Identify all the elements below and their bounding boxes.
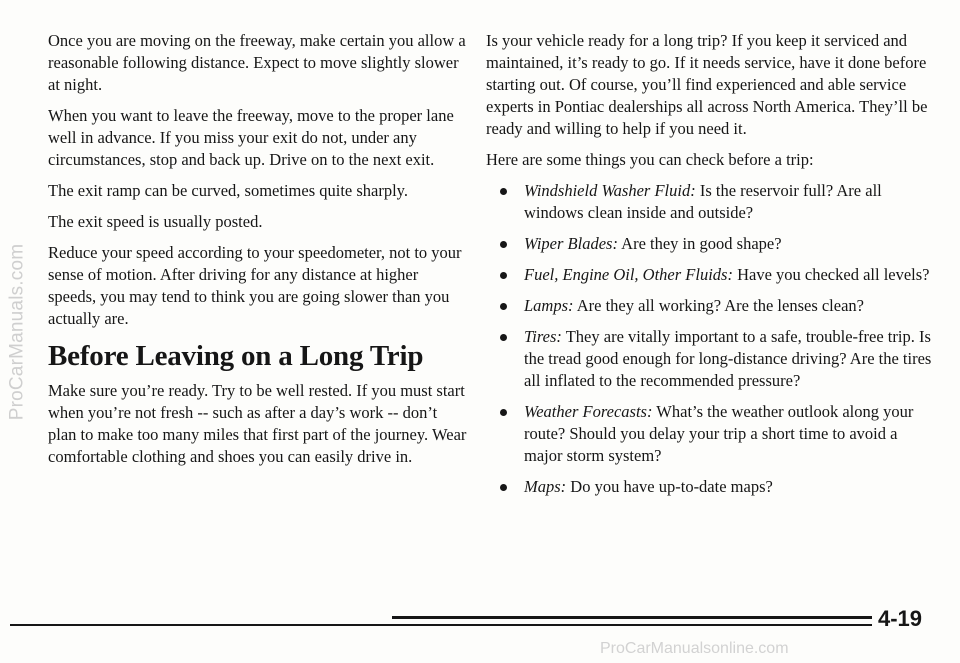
side-watermark bbox=[2, 0, 32, 663]
list-item bbox=[486, 401, 936, 467]
list-item bbox=[486, 180, 936, 224]
paragraph-vehicle-ready: Is your vehicle ready for a long trip? If you keep it serviced and maintained, it’s ready to go. If it needs service, have it done before starting out. Of course, you’ll find experienced and able service experts in Pontiac dealerships all across North America. They’ll be ready and willing to help if you need it. bbox=[486, 31, 928, 138]
item-term: Lamps: bbox=[524, 296, 574, 315]
footer-watermark: ProCarManualsonline.com bbox=[600, 640, 789, 657]
paragraph-exit-ramp: The exit ramp can be curved, sometimes quite sharply. bbox=[48, 181, 408, 200]
bullet-icon bbox=[500, 272, 507, 279]
bullet-icon bbox=[500, 484, 507, 491]
section-heading: Before Leaving on a Long Trip bbox=[48, 340, 424, 372]
item-term: Windshield Washer Fluid: bbox=[524, 181, 696, 200]
item-term: Fuel, Engine Oil, Other Fluids: bbox=[524, 265, 733, 284]
list-item bbox=[486, 264, 936, 286]
bullet-icon bbox=[500, 303, 507, 310]
item-term: Wiper Blades: bbox=[524, 234, 618, 253]
item-text: Have you checked all levels? bbox=[732, 265, 930, 284]
item-term: Tires: bbox=[524, 327, 562, 346]
footer-rule-thin bbox=[10, 624, 872, 626]
item-term: Maps: bbox=[524, 477, 567, 496]
bullet-icon bbox=[500, 241, 507, 248]
bullet-icon bbox=[500, 334, 507, 341]
footer-rule-thick bbox=[392, 616, 872, 619]
item-term: Weather Forecasts: bbox=[524, 402, 653, 421]
list-item bbox=[486, 233, 936, 255]
bullet-icon bbox=[500, 188, 507, 195]
side-watermark-text: ProCarManuals.com bbox=[6, 243, 28, 420]
paragraph-be-ready: Make sure you’re ready. Try to be well rested. If you must start when you’re not fresh -- such as after a day’s work -- don’t plan to make too many miles that first part of the journey. Wear comfortable clothing and shoes you can easily drive in. bbox=[48, 381, 467, 466]
paragraph-following-distance: Once you are moving on the freeway, make certain you allow a reasonable following distance. Expect to move slightly slower at night. bbox=[48, 31, 466, 94]
bullet-icon bbox=[500, 409, 507, 416]
trip-checklist bbox=[486, 180, 936, 498]
item-text: They are vitally important to a safe, trouble-free trip. Is the tread good enough for long-distance driving? Are the tires all inflated to the recommended pressure? bbox=[524, 327, 932, 390]
list-item bbox=[486, 476, 936, 498]
paragraph-reduce-speed: Reduce your speed according to your speedometer, not to your sense of motion. After driving for any distance at higher speeds, you may tend to think you are going slower than you actually are. bbox=[48, 243, 462, 328]
paragraph-exit-speed: The exit speed is usually posted. bbox=[48, 212, 263, 231]
left-column bbox=[48, 30, 468, 477]
paragraph-leaving-freeway: When you want to leave the freeway, move to the proper lane well in advance. If you miss your exit do not, under any circumstances, stop and back up. Drive on to the next exit. bbox=[48, 106, 454, 169]
item-text: What’s the weather outlook along your route? Should you delay your trip a short time to avoid a major storm system? bbox=[524, 402, 914, 465]
list-item bbox=[486, 326, 936, 392]
right-column bbox=[486, 30, 936, 507]
page-number: 4-19 bbox=[877, 606, 922, 631]
checklist-lead: Here are some things you can check before a trip: bbox=[486, 150, 814, 169]
list-item bbox=[486, 295, 936, 317]
item-text: Are they in good shape? bbox=[617, 234, 782, 253]
item-text: Is the reservoir full? Are all windows clean inside and outside? bbox=[524, 181, 882, 222]
item-text: Do you have up-to-date maps? bbox=[566, 477, 773, 496]
item-text: Are they all working? Are the lenses clean? bbox=[573, 296, 864, 315]
